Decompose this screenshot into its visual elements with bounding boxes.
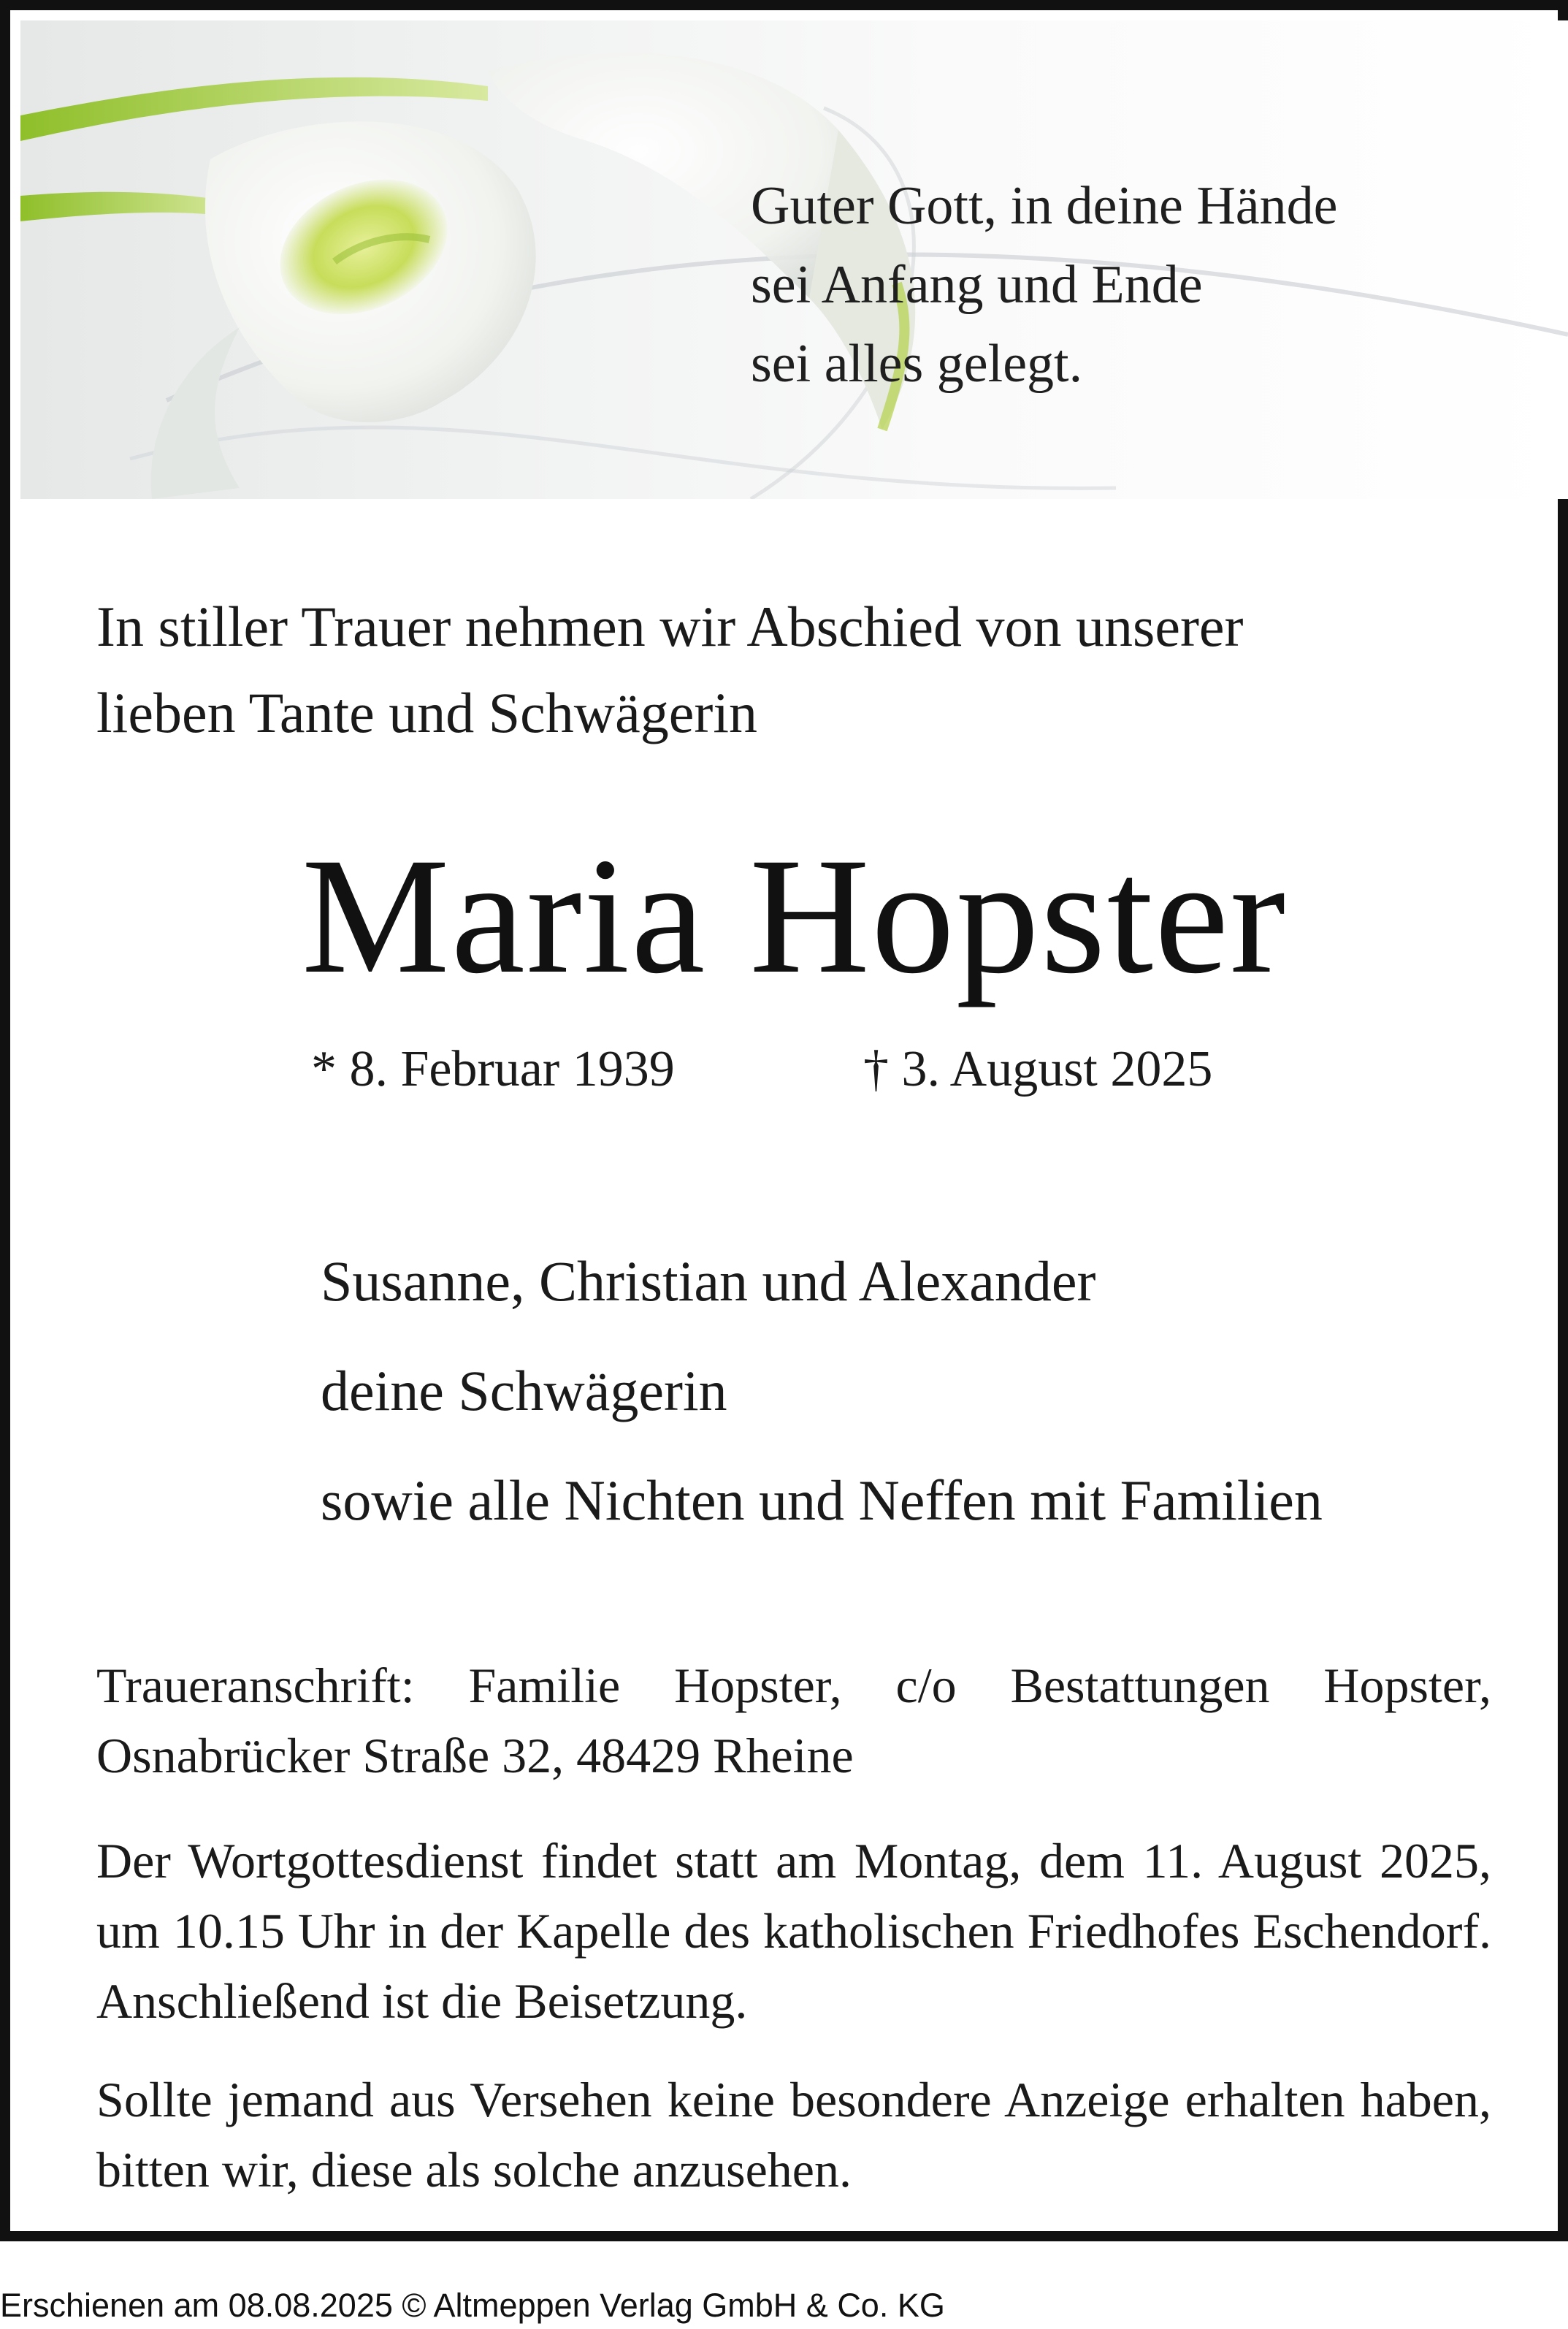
death-date: † 3. August 2025 [863, 1041, 1213, 1097]
quote-line: sei alles gelegt. [751, 334, 1083, 394]
publication-footer: Erschienen am 08.08.2025 © Altmeppen Verlag GmbH & Co. KG [0, 2287, 945, 2324]
intro-text [96, 584, 1499, 756]
intro-line: In stiller Trauer nehmen wir Abschied von unserer [96, 595, 1244, 658]
mourning-address: Traueranschrift: Familie Hopster, c/o Bestattungen Hopster, Osnabrücker Straße 32, 48429 Rheine [96, 1658, 1491, 1783]
intro-line: lieben Tante und Schwägerin [96, 681, 757, 744]
mourner-line: Susanne, Christian und Alexander [321, 1249, 1096, 1313]
lily-header-image [20, 20, 1568, 499]
mourners-list [321, 1227, 1323, 1555]
deceased-name: Maria Hopster [301, 824, 1288, 1008]
mourner-line: deine Schwägerin [321, 1359, 727, 1422]
birth-date: * 8. Februar 1939 [311, 1041, 675, 1097]
closing-note: Sollte jemand aus Versehen keine besondere Anzeige erhalten haben, bitten wir, diese als solche anzusehen. [96, 2072, 1491, 2198]
opening-quote [751, 167, 1338, 403]
quote-line: sei Anfang und Ende [751, 255, 1203, 315]
quote-line: Guter Gott, in deine Hände [751, 176, 1338, 236]
service-notice: Der Wortgottesdienst findet statt am Montag, dem 11. August 2025, um 10.15 Uhr in der Kapelle des katholischen Friedhofes Eschendorf. Anschließend ist die Beisetzung. [96, 1833, 1491, 2029]
mourner-line: sowie alle Nichten und Neffen mit Familien [321, 1468, 1323, 1532]
